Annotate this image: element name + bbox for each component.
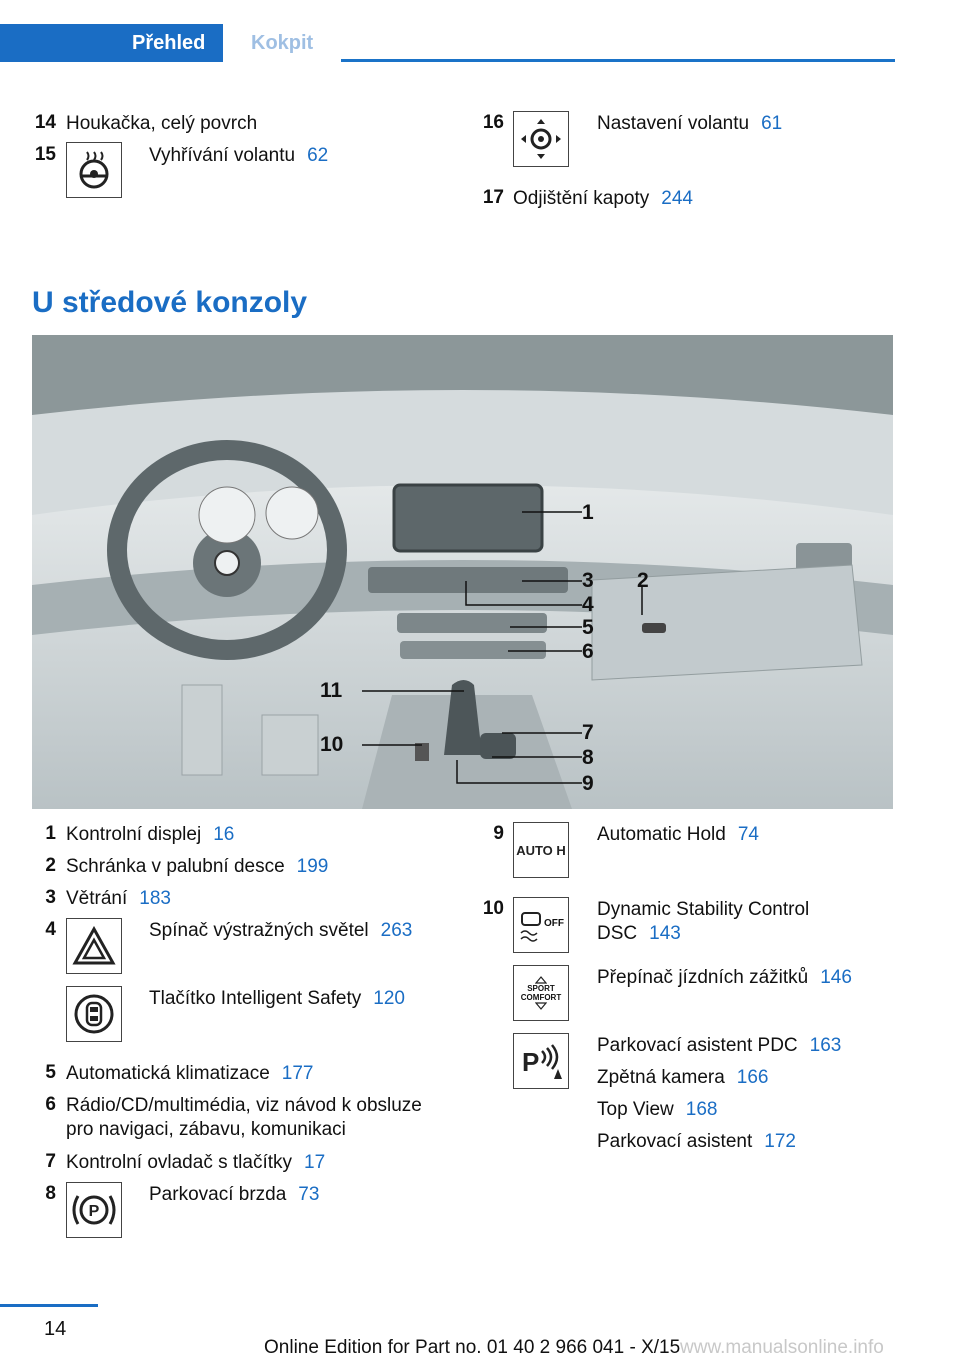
tab-bar bbox=[0, 24, 895, 62]
callout-label: 8 bbox=[582, 746, 594, 769]
item-number: 7 bbox=[45, 1151, 56, 1172]
callout-label: 10 bbox=[320, 733, 344, 756]
item-number: 9 bbox=[493, 823, 504, 844]
parking-brake-icon bbox=[66, 1182, 122, 1238]
heated-steering-wheel-icon bbox=[66, 142, 122, 198]
item-label: Parkovací asistent PDC bbox=[597, 1035, 798, 1056]
item-number: 8 bbox=[45, 1183, 56, 1204]
item-horn bbox=[66, 112, 257, 136]
page-ref-link[interactable]: 244 bbox=[661, 188, 693, 209]
item-pdc bbox=[597, 1034, 841, 1058]
icon-text: COMFORT bbox=[520, 993, 562, 1002]
callout-label: 5 bbox=[582, 616, 594, 639]
item-label: Schránka v palubní desce bbox=[66, 856, 285, 877]
item-label: Vyhřívání volantu bbox=[149, 145, 296, 166]
item-number: 5 bbox=[45, 1062, 56, 1083]
page-ref-link[interactable]: 16 bbox=[213, 824, 235, 845]
item-label-continued: DSC bbox=[597, 923, 638, 944]
item-parking-assist bbox=[597, 1130, 796, 1154]
item-number: 6 bbox=[45, 1094, 56, 1115]
page-ref-link[interactable]: 199 bbox=[296, 856, 329, 877]
item-control-display bbox=[66, 823, 234, 847]
callout-label: 9 bbox=[582, 772, 594, 795]
item-heated-wheel bbox=[149, 144, 328, 168]
item-label: Rádio/CD/multimédia, viz návod k obsluze bbox=[66, 1095, 422, 1116]
item-label: Automatic Hold bbox=[597, 824, 726, 845]
item-label: Větrání bbox=[66, 888, 128, 909]
page-ref-link[interactable]: 166 bbox=[736, 1067, 769, 1088]
page-ref-link[interactable]: 168 bbox=[685, 1099, 718, 1120]
driving-experience-switch-icon bbox=[513, 965, 569, 1021]
icon-text: OFF bbox=[544, 918, 564, 929]
parking-assistant-icon bbox=[513, 1033, 569, 1089]
page-ref-link[interactable]: 177 bbox=[281, 1063, 314, 1084]
item-top-view bbox=[597, 1098, 717, 1122]
page-ref-link[interactable]: 120 bbox=[373, 988, 405, 1009]
page-ref-link[interactable]: 74 bbox=[737, 824, 759, 845]
callout-label: 7 bbox=[582, 721, 594, 744]
item-number: 2 bbox=[45, 855, 56, 876]
icon-text: AUTO H bbox=[516, 842, 566, 858]
page-ref-link[interactable]: 263 bbox=[380, 920, 413, 941]
item-driving-experience bbox=[597, 966, 852, 990]
item-label: Parkovací brzda bbox=[149, 1184, 287, 1205]
item-number: 3 bbox=[45, 887, 56, 908]
page-ref-link[interactable]: 146 bbox=[820, 967, 852, 988]
page-ref-link[interactable]: 163 bbox=[809, 1035, 842, 1056]
item-label: Přepínač jízdních zážitků bbox=[597, 967, 809, 988]
item-label: Spínač výstražných světel bbox=[149, 920, 369, 941]
item-label: Houkačka, celý povrch bbox=[66, 113, 258, 134]
item-dsc bbox=[597, 898, 809, 946]
callout-label: 3 bbox=[582, 569, 594, 592]
item-label-continued: pro navigaci, zábavu, komunikaci bbox=[66, 1119, 346, 1140]
item-climate-control bbox=[66, 1062, 314, 1086]
item-hazard-switch bbox=[149, 919, 412, 943]
item-label: Zpětná kamera bbox=[597, 1067, 725, 1088]
callout-label: 4 bbox=[582, 593, 594, 616]
page-ref-link[interactable]: 62 bbox=[307, 145, 329, 166]
item-label: Kontrolní ovladač s tlačítky bbox=[66, 1152, 292, 1173]
item-number: 1 bbox=[45, 823, 56, 844]
item-label: Parkovací asistent bbox=[597, 1131, 753, 1152]
dsc-off-icon bbox=[513, 897, 569, 953]
item-hood-release bbox=[513, 187, 693, 211]
item-label: Top View bbox=[597, 1099, 674, 1120]
item-label: Odjištění kapoty bbox=[513, 188, 650, 209]
item-label: Automatická klimatizace bbox=[66, 1063, 270, 1084]
page-ref-link[interactable]: 183 bbox=[139, 888, 171, 909]
page-ref-link[interactable]: 73 bbox=[298, 1184, 320, 1205]
page-ref-link[interactable]: 143 bbox=[649, 923, 681, 944]
item-wheel-adjust bbox=[597, 112, 782, 136]
callout-label: 6 bbox=[582, 640, 594, 663]
hazard-warning-icon bbox=[66, 918, 122, 974]
tab-kokpit[interactable]: Kokpit bbox=[223, 24, 341, 62]
auto-hold-icon bbox=[513, 822, 569, 878]
item-number: 15 bbox=[34, 144, 56, 165]
item-glovebox bbox=[66, 855, 328, 879]
svg-text:P: P bbox=[522, 1047, 540, 1077]
item-number: 17 bbox=[482, 187, 504, 208]
footer-accent-line bbox=[0, 1304, 98, 1307]
item-number: 16 bbox=[482, 112, 504, 133]
item-label: Dynamic Stability Control bbox=[597, 899, 810, 920]
page-ref-link[interactable]: 61 bbox=[761, 113, 783, 134]
item-number: 10 bbox=[482, 898, 504, 919]
item-parking-brake bbox=[149, 1183, 319, 1207]
item-label: Tlačítko Intelligent Safety bbox=[149, 988, 362, 1009]
item-rear-camera bbox=[597, 1066, 769, 1090]
edition-note: Online Edition for Part no. 01 40 2 966 041 - X/15 bbox=[264, 1337, 681, 1358]
callout-label: 1 bbox=[582, 501, 594, 524]
callout-label: 11 bbox=[320, 679, 343, 702]
item-controller bbox=[66, 1151, 325, 1175]
item-auto-hold bbox=[597, 823, 759, 847]
callout-label: 2 bbox=[637, 569, 649, 592]
icon-text: SPORT bbox=[527, 984, 555, 993]
item-ventilation bbox=[66, 887, 171, 911]
intelligent-safety-icon bbox=[66, 986, 122, 1042]
page-number: 14 bbox=[44, 1318, 67, 1340]
svg-text:P: P bbox=[88, 1203, 100, 1220]
watermark: www.manualsonline.info bbox=[680, 1337, 884, 1358]
steering-adjust-icon bbox=[513, 111, 569, 167]
item-radio-multimedia bbox=[66, 1094, 446, 1142]
item-number: 4 bbox=[45, 919, 56, 940]
page-ref-link[interactable]: 172 bbox=[764, 1131, 796, 1152]
item-label: Kontrolní displej bbox=[66, 824, 202, 845]
item-label: Nastavení volantu bbox=[597, 113, 750, 134]
item-intelligent-safety bbox=[149, 987, 405, 1011]
tab-prehled[interactable]: Přehled bbox=[0, 24, 223, 62]
console-illustration bbox=[32, 335, 893, 809]
page-ref-link[interactable]: 17 bbox=[304, 1152, 326, 1173]
section-title: U středové konzoly bbox=[32, 286, 308, 319]
item-number: 14 bbox=[34, 112, 56, 133]
